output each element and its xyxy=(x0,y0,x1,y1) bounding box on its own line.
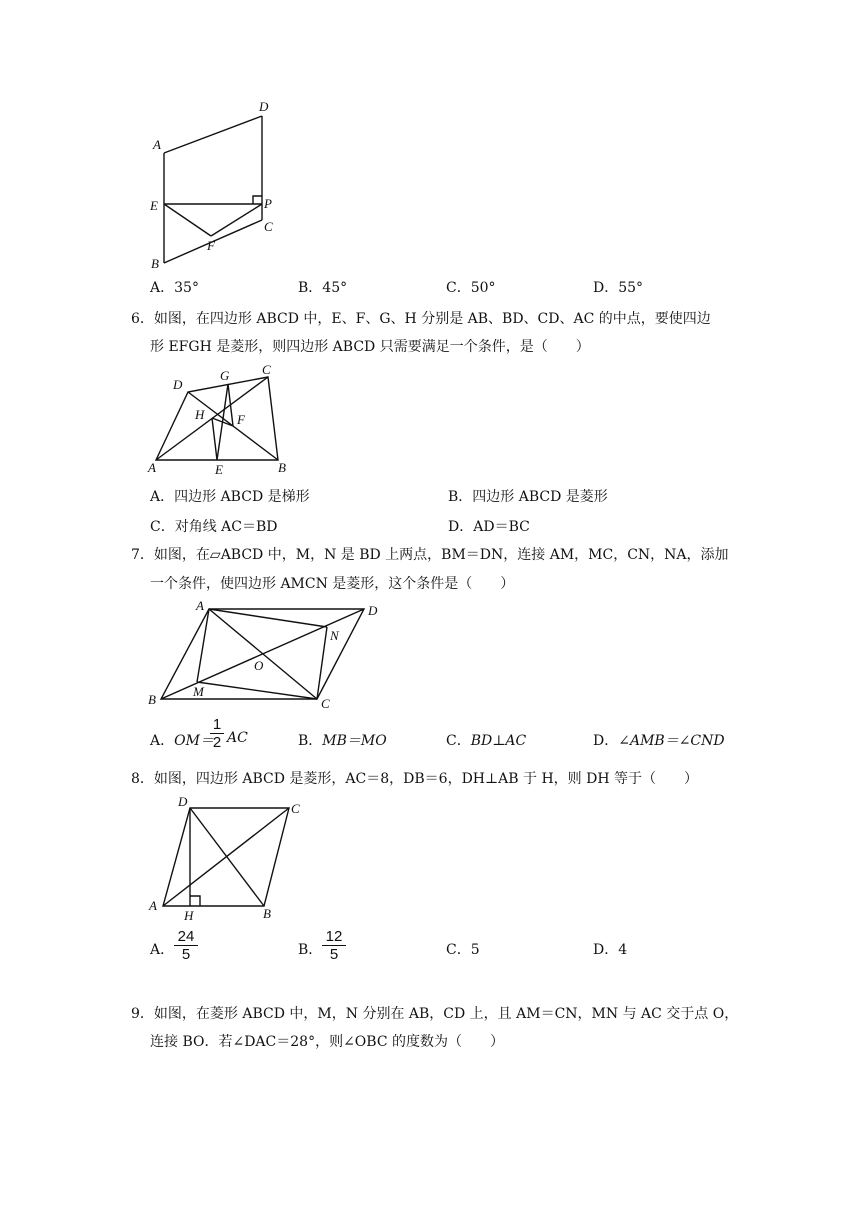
q7-label-B: B xyxy=(148,692,156,707)
q7-option-c[interactable]: C．BD⊥AC xyxy=(446,733,527,749)
q7-label-C: C xyxy=(321,696,330,711)
q5-option-d[interactable]: D．55° xyxy=(593,280,644,296)
q7-figure xyxy=(140,596,390,714)
q6-label-H: H xyxy=(195,407,205,422)
q5-option-a[interactable]: A．35° xyxy=(150,280,199,296)
q7-option-b[interactable]: B．MB＝MO xyxy=(298,733,387,749)
q8-option-b[interactable]: B． xyxy=(298,942,323,958)
q7-label-A: A xyxy=(196,598,204,613)
q8-label-H: H xyxy=(184,908,194,922)
q6-stem-line2: 形 EFGH 是菱形，则四边形 ABCD 只需要满足一个条件，是（ ） xyxy=(150,339,590,355)
q8-label-C: C xyxy=(291,801,300,816)
q7-label-O: O xyxy=(254,658,264,673)
q8-label-D: D xyxy=(178,794,188,809)
q7-label-M: M xyxy=(193,684,204,699)
q5-label-C: C xyxy=(264,219,273,234)
q7-label-D: D xyxy=(368,603,378,618)
q7-stem-line1: 7．如图，在▱ABCD 中，M，N 是 BD 上两点，BM＝DN，连接 AM，MC，CN，NA，添加 xyxy=(131,547,729,563)
q5-label-D: D xyxy=(259,99,269,114)
q5-option-c[interactable]: C．50° xyxy=(446,280,496,296)
q9-stem-line2: 连接 BO．若∠DAC＝28°，则∠OBC 的度数为（ ） xyxy=(150,1034,504,1050)
q5-label-P: P xyxy=(264,196,272,211)
q5-label-E: E xyxy=(150,198,158,213)
q8-label-B: B xyxy=(263,906,271,921)
q6-option-a[interactable]: A．四边形 ABCD 是梯形 xyxy=(150,489,310,505)
q7-stem-line2: 一个条件，使四边形 AMCN 是菱形，这个条件是（ ） xyxy=(150,576,515,592)
q9-stem-line1: 9．如图，在菱形 ABCD 中，M，N 分别在 AB，CD 上，且 AM＝CN，MN 与 AC 交于点 O， xyxy=(131,1006,739,1022)
q5-option-b[interactable]: B．45° xyxy=(298,280,348,296)
q6-option-b[interactable]: B．四边形 ABCD 是菱形 xyxy=(448,489,608,505)
q7-label-N: N xyxy=(330,628,339,643)
q8-option-c[interactable]: C．5 xyxy=(446,942,480,958)
q5-label-A: A xyxy=(153,137,161,152)
q5-label-F: F xyxy=(207,238,215,253)
q8-option-d[interactable]: D．4 xyxy=(593,942,628,958)
q7-option-d[interactable]: D．∠AMB＝∠CND xyxy=(593,733,725,749)
q8-label-A: A xyxy=(149,898,157,913)
q7-figure-lines xyxy=(161,609,364,699)
q6-option-c[interactable]: C．对角线 AC＝BD xyxy=(150,519,278,535)
q5-figure xyxy=(140,96,290,276)
q6-label-A: A xyxy=(148,460,156,475)
q6-option-d[interactable]: D．AD＝BC xyxy=(448,519,530,535)
q6-label-C: C xyxy=(262,362,271,377)
q6-label-E: E xyxy=(215,462,223,477)
q6-label-G: G xyxy=(220,368,230,383)
q6-label-B: B xyxy=(278,460,286,475)
q6-figure xyxy=(140,362,300,477)
q8-figure xyxy=(140,794,310,922)
q7-option-a-tail: AC xyxy=(227,730,248,746)
q6-label-F: F xyxy=(237,412,245,427)
q8-option-a[interactable]: A． xyxy=(150,942,175,958)
q7-option-a-fraction: $\frac{1}{2}$ xyxy=(210,716,224,751)
q5-label-B: B xyxy=(151,256,159,271)
q6-stem-line1: 6．如图，在四边形 ABCD 中，E、F、G、H 分别是 AB、BD、CD、AC 的中点，要使四边 xyxy=(131,311,711,327)
q7-option-a[interactable]: A．OM＝ xyxy=(150,733,214,749)
q8-figure-lines xyxy=(163,808,289,906)
q6-label-D: D xyxy=(173,377,183,392)
q8-option-b-fraction: $\frac{12}{5}$ xyxy=(322,928,346,963)
q8-stem-line1: 8．如图，四边形 ABCD 是菱形，AC＝8，DB＝6，DH⊥AB 于 H，则 DH 等于（ ） xyxy=(131,771,699,787)
q8-option-a-fraction: $\frac{24}{5}$ xyxy=(174,928,198,963)
